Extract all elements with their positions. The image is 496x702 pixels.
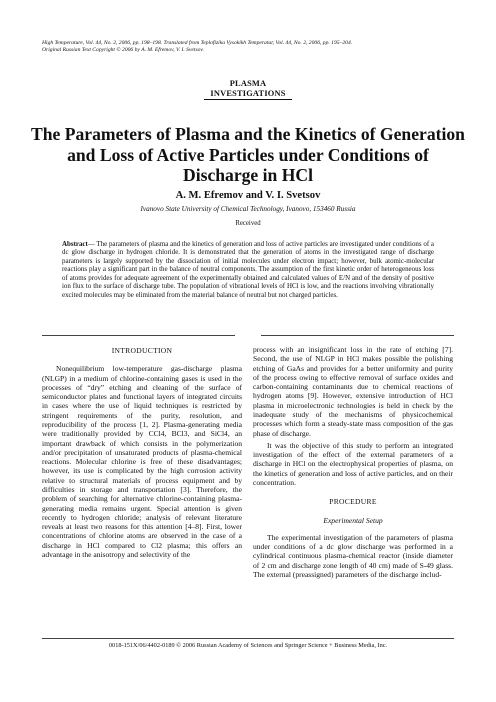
journal-header-line2: Original Russian Text Copyright © 2006 by A. M. Efremov, V. I. Svetsov. (42, 47, 204, 54)
abstract-rule-left (42, 335, 235, 336)
experimental-setup-heading: Experimental Setup (323, 515, 383, 525)
section-line2: INVESTIGATIONS (210, 88, 286, 98)
right-paragraph-2: It was the objective of this study to perform an integrated investigation of the effect of the external parameters of a discharge in HCl on the electrophysical properties of plasma, on the kinetics of generation and loss of active particles, and on their concentration. (253, 440, 453, 487)
paper-title: The Parameters of Plasma and the Kinetics of Generation and Loss of Active Particles under Conditions of Discharge in HCl (31, 124, 465, 186)
abstract-label: Abstract (62, 240, 88, 248)
abstract-text: — The parameters of plasma and the kinetics of generation and loss of active particles are investigated under conditions of a dc glow discharge in hydrogen chloride. It is demonstrated that the generation of atoms in the investigated range of discharge parameters is largely supported by the dissociation of initial molecules under electron impact; however, bulk atomic-molecular reactions play a significant part in the balance of neutral components. The assumption of the first kinetic order of heterogeneous loss of atoms provides for adequate agreement of the experimentally obtained and calculated values of E/N and of the density of positive ion flux to the surface of discharge tube. The population of vibrational levels of HCl is low, and the reactions involving vibrationally excited molecules may be eliminated from the material balance of neutral but not charged particles. (62, 240, 434, 299)
section-line1: PLASMA (229, 79, 267, 88)
abstract-rule-right (261, 335, 454, 336)
introduction-paragraph: Nonequilibrium low-temperature gas-discharge plasma (NLGP) in a medium of chlorine-containing gases is used in the processes of “dry” etching and cleaning of the surface of semiconductor plates and functional layers of integrated circuits in cases where the use of liquid techniques is restricted by stringent requirements of the purity, resolution, and reproducibility of the process [1, 2]. Plasma-generating media were traditionally provided by CCl4, BCl3, and SiCl4, an important drawback of which consists in the polymerization and/or precipitation of unsaturated products of plasma-chemical reactions. Molecular chlorine is free of these disadvantages; however, its use is complicated by the high corrosion activity relative to structural materials of process equipment and by difficulties in storage and transportation [3]. Therefore, the problem of searching for alternative chlorine-containing plasma-generating media remains urgent. Special attention is given recently to hydrogen chloride; analysis of relevant literature reveals at least two reasons for this attention [4–8]. First, lower concentrations of chlorine atoms are observed in the case of a discharge in HCl compared to Cl2 plasma; this offers an advantage in the anisotropy and selectivity of the (42, 364, 242, 559)
right-paragraph-1: process with an insignificant loss in the rate of etching [7]. Second, the use of NLGP in HCl makes possible the polishing etching of GaAs and provides for a better uniformity and purity of the process owing to effective removal of surface oxides and carbon-containing contaminants due to chemical reactions of hydrogen atoms [9]. However, extensive introduction of HCl plasma in microelectronic technologies is held in check by the inadequate study of the mechanisms of physicochemical processes which form a steady-state mass composition of the gas phase of discharge. (253, 345, 453, 438)
received-label: Received (235, 220, 261, 227)
section-heading (196, 79, 300, 98)
left-column (42, 344, 242, 559)
journal-header (42, 40, 462, 55)
journal-header-line1: High Temperature, Vol. 44, No. 2, 2006, pp. 198–198. Translated from Teplofizika Vysokikh Temperatur, Vol. 44, No. 2, 2006, pp. 195–204. (42, 40, 353, 46)
affiliation: Ivanovo State University of Chemical Technology, Ivanovo, 153460 Russia (140, 205, 356, 213)
procedure-heading: PROCEDURE (329, 497, 377, 507)
section-rule (204, 99, 292, 100)
footer-rule (42, 638, 454, 639)
abstract (62, 240, 434, 299)
introduction-heading: INTRODUCTION (111, 346, 173, 355)
authors: A. M. Efremov and V. I. Svetsov (175, 190, 321, 201)
right-column (253, 345, 453, 579)
right-paragraph-3: The experimental investigation of the parameters of plasma under conditions of a dc glow discharge was performed in a cylindrical continuous plasma-chemical reactor (inside diameter of 2 cm and discharge zone length of 40 cm) made of S-49 glass. The external (preassigned) parameters of the discharge includ- (253, 532, 453, 579)
footer-copyright: 0018-151X/06/4402-0189 © 2006 Russian Academy of Sciences and Springer Science + Business Media, Inc. (108, 642, 388, 649)
